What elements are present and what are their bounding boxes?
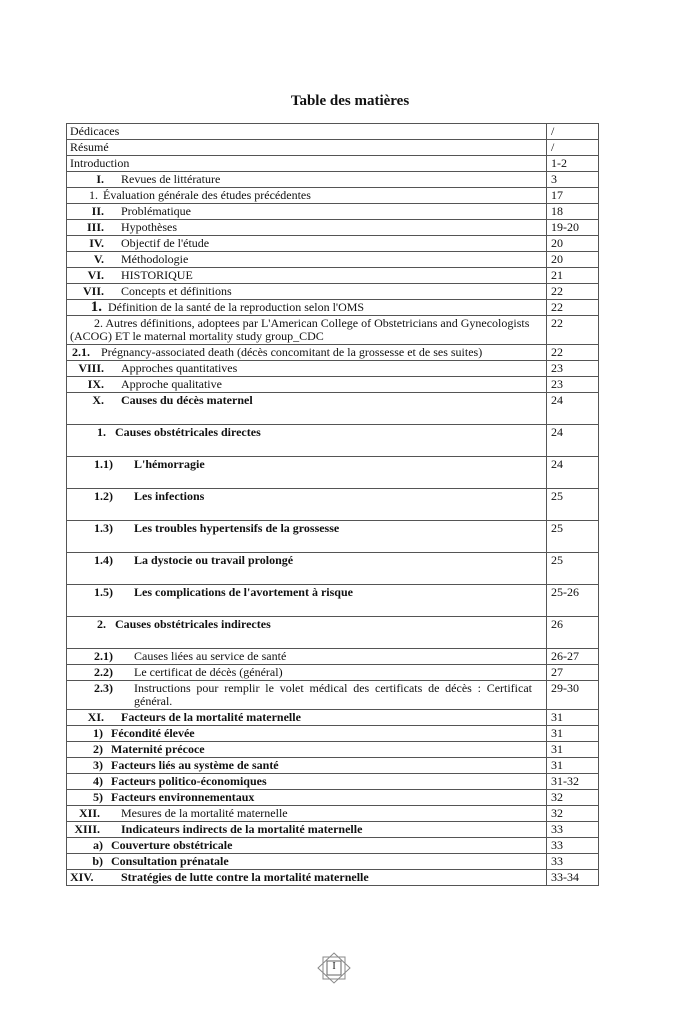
toc-page: 32 xyxy=(547,790,599,806)
toc-page: 25 xyxy=(547,489,599,521)
toc-row xyxy=(67,204,599,220)
toc-label: 2) Maternité précoce xyxy=(67,742,547,758)
toc-number: VIII. xyxy=(78,361,104,375)
toc-page: 24 xyxy=(547,425,599,457)
toc-row xyxy=(67,681,599,710)
toc-label: XIII. Indicateurs indirects de la mortalité maternelle xyxy=(67,822,547,838)
toc-label: 2.1. Prégnancy-associated death (décès concomitant de la grossesse et de ses suites) xyxy=(67,345,547,361)
toc-page: 24 xyxy=(547,457,599,489)
toc-label: 5) Facteurs environnementaux xyxy=(67,790,547,806)
toc-number: 3) xyxy=(93,758,103,772)
toc-row xyxy=(67,377,599,393)
toc-page: 3 xyxy=(547,172,599,188)
toc-page: 33-34 xyxy=(547,870,599,886)
toc-label: 1. Évaluation générale des études précédentes xyxy=(67,188,547,204)
toc-label: a) Couverture obstétricale xyxy=(67,838,547,854)
toc-number: 1.1) xyxy=(94,457,113,471)
toc-page: 22 xyxy=(547,284,599,300)
toc-label: Dédicaces xyxy=(67,124,547,140)
toc-label: V. Méthodologie xyxy=(67,252,547,268)
toc-row xyxy=(67,457,599,489)
toc-row xyxy=(67,300,599,316)
toc-row xyxy=(67,345,599,361)
toc-label: 3) Facteurs liés au système de santé xyxy=(67,758,547,774)
toc-number: V. xyxy=(93,252,104,266)
toc-label: Introduction xyxy=(67,156,547,172)
toc-label: 1.1) L'hémorragie xyxy=(67,457,547,489)
toc-number: 1) xyxy=(93,726,103,740)
toc-page: 31 xyxy=(547,710,599,726)
toc-label: b) Consultation prénatale xyxy=(67,854,547,870)
toc-label: VIII. Approches quantitatives xyxy=(67,361,547,377)
toc-number: 4) xyxy=(93,774,103,788)
toc-label: XIV. Stratégies de lutte contre la mortalité maternelle xyxy=(67,870,547,886)
toc-number: 1. xyxy=(97,425,106,439)
toc-number: XIV. xyxy=(70,870,94,884)
toc-page: 25-26 xyxy=(547,585,599,617)
toc-row xyxy=(67,742,599,758)
toc-label: 1.2) Les infections xyxy=(67,489,547,521)
toc-number: XI. xyxy=(87,710,104,724)
toc-row xyxy=(67,870,599,886)
toc-number: 1.5) xyxy=(94,585,113,599)
toc-number: I. xyxy=(96,172,104,186)
toc-row xyxy=(67,124,599,140)
toc-row xyxy=(67,361,599,377)
toc-row xyxy=(67,140,599,156)
toc-label: 1) Fécondité élevée xyxy=(67,726,547,742)
toc-row xyxy=(67,838,599,854)
toc-number: XIII. xyxy=(74,822,100,836)
toc-row xyxy=(67,649,599,665)
toc-row xyxy=(67,172,599,188)
toc-label: VI. HISTORIQUE xyxy=(67,268,547,284)
toc-number: III. xyxy=(86,220,104,234)
toc-label: III. Hypothèses xyxy=(67,220,547,236)
toc-number: IX. xyxy=(87,377,104,391)
toc-number: 1.3) xyxy=(94,521,113,535)
toc-label: II. Problématique xyxy=(67,204,547,220)
toc-row xyxy=(67,617,599,649)
toc-row xyxy=(67,726,599,742)
page-title: Table des matières xyxy=(290,93,410,109)
toc-page: 23 xyxy=(547,361,599,377)
toc-label: 1.5) Les complications de l'avortement à risque xyxy=(67,585,547,617)
toc-row xyxy=(67,822,599,838)
toc-number: VI. xyxy=(87,268,104,282)
toc-page: 24 xyxy=(547,393,599,425)
toc-row xyxy=(67,710,599,726)
toc-number: 2.1. xyxy=(72,345,90,359)
toc-page: 31-32 xyxy=(547,774,599,790)
toc-page: 25 xyxy=(547,553,599,585)
toc-label: 1.4) La dystocie ou travail prolongé xyxy=(67,553,547,585)
toc-row xyxy=(67,758,599,774)
toc-number: 1.2) xyxy=(94,489,113,503)
toc-number: 2) xyxy=(93,742,103,756)
toc-label: I. Revues de littérature xyxy=(67,172,547,188)
toc-page: 31 xyxy=(547,742,599,758)
toc-number: b) xyxy=(92,854,103,868)
toc-number: 2.2) xyxy=(94,665,113,679)
toc-number: a) xyxy=(93,838,103,852)
toc-row xyxy=(67,393,599,425)
toc-page: 17 xyxy=(547,188,599,204)
toc-page: 31 xyxy=(547,758,599,774)
toc-label: 1.3) Les troubles hypertensifs de la grossesse xyxy=(67,521,547,553)
toc-label: 2. Autres définitions, adoptees par L'American College of Obstetricians and Gynecologists (ACOG) ET le maternal mortality study group_CDC xyxy=(67,316,547,345)
toc-page: 22 xyxy=(547,300,599,316)
toc-label: 4) Facteurs politico-économiques xyxy=(67,774,547,790)
toc-number: II. xyxy=(91,204,104,218)
toc-row xyxy=(67,553,599,585)
toc-row xyxy=(67,665,599,681)
toc-page: 19-20 xyxy=(547,220,599,236)
toc-row xyxy=(67,284,599,300)
toc-page: 22 xyxy=(547,345,599,361)
toc-label: XII. Mesures de la mortalité maternelle xyxy=(67,806,547,822)
toc-label: IV. Objectif de l'étude xyxy=(67,236,547,252)
toc-label: VII. Concepts et définitions xyxy=(67,284,547,300)
toc-number: 1.4) xyxy=(94,553,113,567)
toc-row xyxy=(67,774,599,790)
toc-row xyxy=(67,489,599,521)
toc-number: 1. xyxy=(89,188,98,202)
toc-number: 2.1) xyxy=(94,649,113,663)
toc-page: / xyxy=(547,124,599,140)
toc-page: 31 xyxy=(547,726,599,742)
toc-page: 1-2 xyxy=(547,156,599,172)
toc-row xyxy=(67,806,599,822)
toc-table xyxy=(66,123,599,886)
toc-label: 1. Causes obstétricales directes xyxy=(67,425,547,457)
toc-label: XI. Facteurs de la mortalité maternelle xyxy=(67,710,547,726)
toc-page: 33 xyxy=(547,822,599,838)
page-number: I xyxy=(332,961,336,972)
toc-page: 33 xyxy=(547,854,599,870)
toc-page: 23 xyxy=(547,377,599,393)
toc-page: 26-27 xyxy=(547,649,599,665)
toc-number: 5) xyxy=(93,790,103,804)
toc-row xyxy=(67,854,599,870)
toc-number: 2.3) xyxy=(94,681,113,695)
toc-label: X. Causes du décès maternel xyxy=(67,393,547,425)
toc-row xyxy=(67,585,599,617)
toc-page: 32 xyxy=(547,806,599,822)
toc-page: 20 xyxy=(547,252,599,268)
toc-row xyxy=(67,236,599,252)
toc-row xyxy=(67,425,599,457)
toc-page: 33 xyxy=(547,838,599,854)
toc-page: 25 xyxy=(547,521,599,553)
toc-number: 2. xyxy=(94,316,103,330)
toc-number: VII. xyxy=(82,284,104,298)
toc-number: IV. xyxy=(89,236,104,250)
toc-label: Résumé xyxy=(67,140,547,156)
toc-number: XII. xyxy=(78,806,100,820)
toc-page: 20 xyxy=(547,236,599,252)
toc-page: 22 xyxy=(547,316,599,345)
toc-row xyxy=(67,521,599,553)
toc-page: / xyxy=(547,140,599,156)
toc-page: 21 xyxy=(547,268,599,284)
toc-row xyxy=(67,252,599,268)
toc-page: 29-30 xyxy=(547,681,599,710)
page-number-ornament xyxy=(316,952,352,984)
toc-label: 2.1) Causes liées au service de santé xyxy=(67,649,547,665)
toc-number: X. xyxy=(92,393,104,407)
toc-row xyxy=(67,268,599,284)
toc-label: IX. Approche qualitative xyxy=(67,377,547,393)
toc-label: 2. Causes obstétricales indirectes xyxy=(67,617,547,649)
toc-row xyxy=(67,790,599,806)
toc-page: 26 xyxy=(547,617,599,649)
toc-label: 2.3) Instructions pour remplir le volet médical des certificats de décès : Certificat général. xyxy=(67,681,547,710)
toc-row xyxy=(67,188,599,204)
toc-row xyxy=(67,220,599,236)
toc-row xyxy=(67,316,599,345)
toc-page: 18 xyxy=(547,204,599,220)
toc-number: 1. xyxy=(90,299,102,315)
toc-label: 2.2) Le certificat de décès (général) xyxy=(67,665,547,681)
toc-row xyxy=(67,156,599,172)
toc-label: 1. Définition de la santé de la reproduction selon l'OMS xyxy=(67,300,547,316)
toc-number: 2. xyxy=(97,617,106,631)
toc-page: 27 xyxy=(547,665,599,681)
